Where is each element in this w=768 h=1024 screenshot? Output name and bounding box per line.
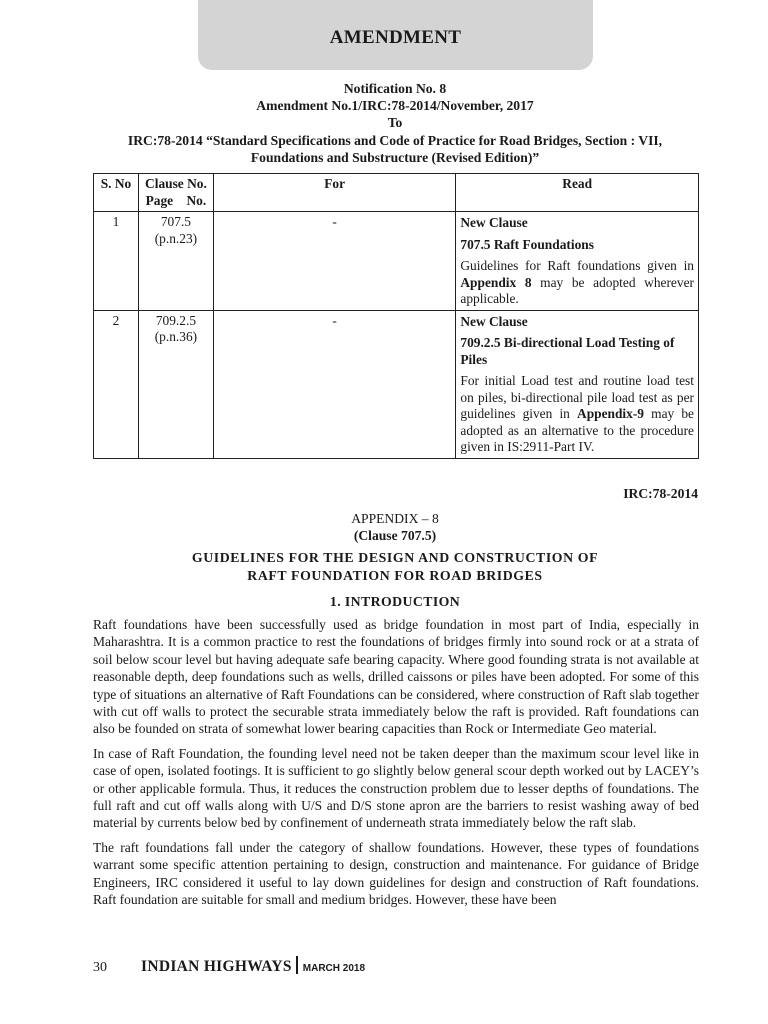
read-body-text-end: may be adopted as an alternative to the procedure given in IS:2911-Part IV. — [460, 406, 695, 454]
clause-page: (p.n.36) — [154, 329, 198, 344]
row-clause — [138, 212, 213, 311]
paragraph: Raft foundations have been successfully used as bridge foundation in most part of India, especially in Maharashtra. It is a common practice to rest the foundations of bridges firmly into sound rock or at a strata of soil below scour level but having adequate safe bearing capacity. Where good founding strata is not available at reasonable depth, deep foundations such as wells, drilled caissons or piles have been adopted. For some of this type of situations an alternative of Raft Foundations can be considered, where construction of Raft slab together with cut off walls to protect the securable strata immediately below the raft is provided. Raft foundations can also be founded on strata of somewhat lower bearing capacities than Rock or Intermediate Geo material. — [93, 617, 699, 737]
footer-divider — [296, 956, 298, 974]
read-subheading: 709.2.5 Bi-directional Load Testing of Piles — [460, 335, 675, 367]
magazine-name: INDIAN HIGHWAYS — [141, 958, 292, 975]
header-clause-line2: Page No. — [145, 192, 207, 208]
banner-title: AMENDMENT — [329, 27, 462, 48]
standard-title-line1: IRC:78-2014 “Standard Specifications and Code of Practice for Road Bridges, Section : VII, — [127, 132, 663, 148]
appendix-clause: (Clause 707.5) — [353, 528, 437, 543]
amendment-banner — [198, 0, 593, 70]
row-sno: 2 — [94, 310, 139, 458]
appendix-title-block — [60, 510, 730, 544]
read-body-text-end: may be adopted wherever applicable. — [460, 274, 694, 306]
row-clause — [138, 310, 213, 458]
read-body-ref: Appendix 8 — [460, 274, 532, 290]
body-text — [93, 616, 699, 916]
section-heading: 1. INTRODUCTION — [329, 594, 461, 609]
guidelines-heading-line1: GUIDELINES FOR THE DESIGN AND CONSTRUCTION OF — [191, 550, 599, 565]
row-for: - — [213, 212, 455, 311]
paragraph: In case of Raft Foundation, the founding level need not be taken deeper than the maximum scour level like in case of open, isolated footings. It is sufficient to go slightly below general scour depth worked out by LACEY’s or other applicable formula. Thus, it reduces the construction problem due to lesser depths of foundations. The full raft and cut off walls along with U/S and D/S stone apron are the barriers to resist washing away of bed material by currents below bed by confinement of underneath strata immediately below the raft slab. — [93, 745, 699, 831]
page-number: 30 — [93, 960, 107, 975]
read-body — [460, 373, 694, 456]
read-subheading: 707.5 Raft Foundations — [460, 236, 594, 252]
header-clause — [138, 174, 213, 212]
clause-page: (p.n.23) — [154, 230, 198, 246]
row-read — [456, 212, 699, 311]
appendix-title: APPENDIX – 8 — [351, 511, 439, 526]
row-read — [456, 310, 699, 458]
table-row — [94, 310, 699, 458]
notification-number: Notification No. 8 — [343, 81, 447, 96]
amendment-table — [93, 173, 699, 459]
standard-title-line2: Foundations and Substructure (Revised Edition)” — [250, 149, 540, 165]
read-body-text: Guidelines for Raft foundations given in — [460, 258, 694, 273]
row-sno: 1 — [94, 212, 139, 311]
irc-code-label: IRC:78-2014 — [623, 486, 698, 501]
header-read: Read — [456, 174, 699, 212]
amendment-number: Amendment No.1/IRC:78-2014/November, 2017 — [256, 98, 534, 114]
read-heading: New Clause — [460, 313, 528, 329]
guidelines-heading-line2: RAFT FOUNDATION FOR ROAD BRIDGES — [247, 567, 543, 583]
paragraph: The raft foundations fall under the category of shallow foundations. However, these types of foundations warrant some specific attention pertaining to design, construction and maintenance. For guidance of Bridge Engineers, IRC considered it useful to lay down guidelines for design and construction of Raft foundations. Raft foundation are suitable for small and medium bridges. However, these have been — [93, 839, 699, 908]
clause-number: 707.5 — [160, 214, 191, 229]
row-for: - — [213, 310, 455, 458]
table-row — [94, 212, 699, 311]
header-for: For — [213, 174, 455, 212]
notification-block — [60, 80, 730, 166]
notification-to: To — [387, 115, 403, 131]
read-body-text: For initial Load test and routine load test on piles, bi-directional pile load test as per guidelines given in — [460, 373, 694, 421]
header-clause-line1: Clause No. — [145, 176, 207, 191]
table-header-row — [94, 174, 699, 212]
read-body-ref: Appendix-9 — [577, 406, 645, 421]
read-body — [460, 258, 694, 308]
page-footer — [93, 953, 365, 976]
header-sno: S. No — [94, 174, 139, 212]
guidelines-heading — [60, 549, 730, 584]
clause-number: 709.2.5 — [155, 312, 197, 328]
issue-date: MARCH 2018 — [302, 963, 366, 974]
read-heading: New Clause — [460, 215, 528, 230]
